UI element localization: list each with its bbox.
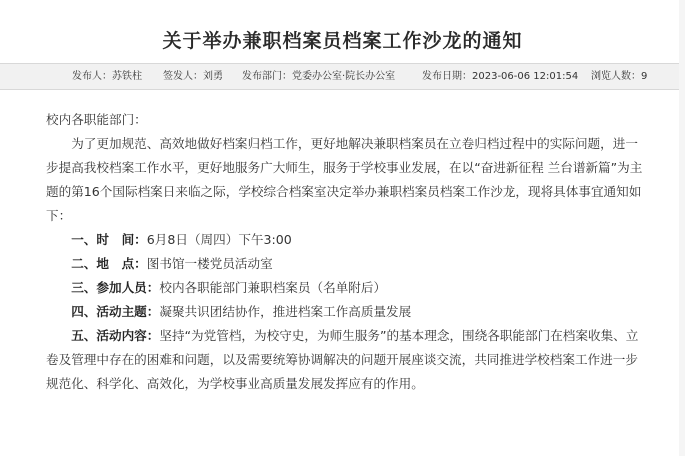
item-content xyxy=(46,324,646,396)
item-theme-value: 凝聚共识团结协作，推进档案工作高质量发展 xyxy=(159,304,412,319)
notice-title: 关于举办兼职档案员档案工作沙龙的通知 xyxy=(162,30,523,52)
item-content-value: 坚持“为党管档，为校守史，为师生服务”的基本理念，围绕各职能部门在档案收集、立卷及管理中存在的困难和问题，以及需要统筹协调解决的问题开展座谈交流，共同推进学校档案工作进一步规范化、科学化、高效化，为学校事业高质量发展发挥应有的作用。 xyxy=(46,328,639,391)
item-participants xyxy=(46,276,646,300)
salutation: 校内各职能部门： xyxy=(46,112,147,127)
publish-date-text: 发布日期：2023-06-06 12:01:54 xyxy=(422,71,579,82)
signer-text: 签发人：刘勇 xyxy=(163,71,223,82)
item-time-label: 一、时 间： xyxy=(71,232,147,247)
item-content-label: 五、活动内容： xyxy=(71,328,160,343)
item-location xyxy=(46,252,646,276)
view-count-text: 浏览人数：9 xyxy=(591,71,648,82)
item-time xyxy=(46,228,646,252)
item-participants-value: 校内各职能部门兼职档案员（名单附后） xyxy=(159,280,387,295)
intro-paragraph: 为了更加规范、高效地做好档案归档工作，更好地解决兼职档案员在立卷归档过程中的实际问题，进一步提高我校档案工作水平，更好地服务广大师生，服务于学校事业发展，在以“奋进新征程 兰台谱新篇”为主题的第16个国际档案日来临之际，学校综合档案室决定举办兼职档案员档案工作沙龙，现将具体事宜通知如下： xyxy=(46,136,643,223)
item-theme xyxy=(46,300,646,324)
publisher-text: 发布人：苏铁柱 xyxy=(72,71,142,82)
item-location-value: 图书馆一楼党员活动室 xyxy=(146,256,273,271)
item-theme-label: 四、活动主题： xyxy=(71,304,160,319)
item-location-label: 二、地 点： xyxy=(71,256,147,271)
notice-meta-bar xyxy=(0,63,685,90)
item-time-value: 6月8日（周四）下午3:00 xyxy=(146,232,292,247)
notice-body xyxy=(46,108,646,396)
item-participants-label: 三、参加人员： xyxy=(71,280,160,295)
department-text: 发布部门：党委办公室·院长办公室 xyxy=(242,71,396,82)
page-scrollbar[interactable] xyxy=(679,0,685,456)
